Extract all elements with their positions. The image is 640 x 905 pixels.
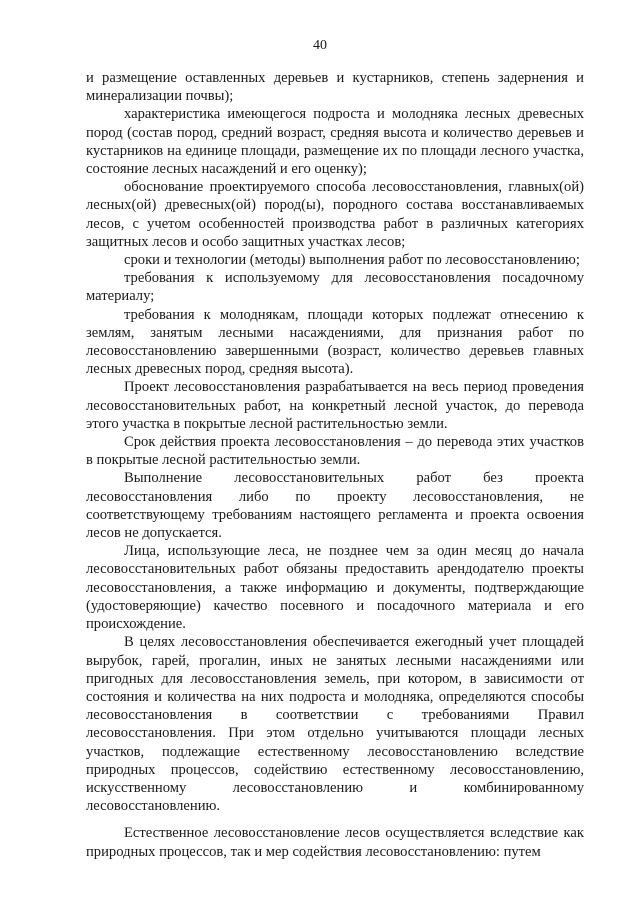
paragraph-continuation: и размещение оставленных деревьев и кустарников, степень задернения и минерализации почвы); <box>86 70 584 105</box>
page-number: 40 <box>313 38 327 53</box>
paragraph-method-justification: обоснование проектируемого способа лесовосстановления, главных(ой) лесных(ой) древесных(ой) пород(ы), породного состава восстанавливаемых лесов, с учетом особенностей производства работ в различных категориях защитных лесов и особо защитных участках лесов; <box>86 179 584 250</box>
paragraph-project-period: Проект лесовосстановления разрабатывается на весь период проведения лесовосстановительных работ, на конкретный лесной участок, до перевода этого участка в покрытые лесной растительностью земли. <box>86 379 584 432</box>
body-text <box>86 69 584 861</box>
paragraph-users-obligation: Лица, использующие леса, не позднее чем за один месяц до начала лесовосстановительных работ обязаны предоставить арендодателю проекты лесовосстановления, а также информацию и документы, подтверждающие (удостоверяющие) качество посевного и посадочного материала и его происхождение. <box>86 543 584 633</box>
paragraph-young-growth: характеристика имеющегося подроста и молодняка лесных древесных пород (состав пород, средний возраст, средняя высота и количество деревьев и кустарников на единице площади, размещение их по площади лесного участка, состояние лесных насаждений и его оценку); <box>86 106 584 178</box>
paragraph-annual-accounting: В целях лесовосстановления обеспечивается ежегодный учет площадей вырубок, гарей, прогалин, иных не занятых лесными насаждениями или пригодных для лесовосстановления земель, при котором, в зависимости от состояния и количества на них подроста и молодняка, определяются способы лесовосстановления в соответствии с требованиями Правил лесовосстановления. При этом отдельно учитываются площади лесных участков, подлежащие естественному лесовосстановлению вследствие природных процессов, содействию естественному лесовосстановлению, искусственному лесовосстановлению и комбинированному лесовосстановлению. <box>86 634 584 815</box>
paragraph-timing: сроки и технологии (методы) выполнения работ по лесовосстановлению; <box>124 252 580 269</box>
paragraph-planting-material: требования к используемому для лесовосстановления посадочному материалу; <box>86 270 584 305</box>
paragraph-no-project: Выполнение лесовосстановительных работ без проекта лесовосстановления либо по проекту лесовосстановления, не соответствующему требованиям настоящего регламента и проекта освоения лесов не допускается. <box>86 470 584 542</box>
paragraph-young-stands: требования к молоднякам, площади которых подлежат отнесению к землям, занятым лесными насаждениями, для признания работ по лесовосстановлению завершенными (возраст, количество деревьев главных лесных древесных пород, средняя высота). <box>86 306 584 378</box>
paragraph-project-term: Срок действия проекта лесовосстановления – до перевода этих участков в покрытые лесной растительностью земли. <box>86 434 584 469</box>
paragraph-natural-regeneration: Естественное лесовосстановление лесов осуществляется вследствие как природных процессов, так и мер содействия лесовосстановлению: путем <box>86 825 584 860</box>
